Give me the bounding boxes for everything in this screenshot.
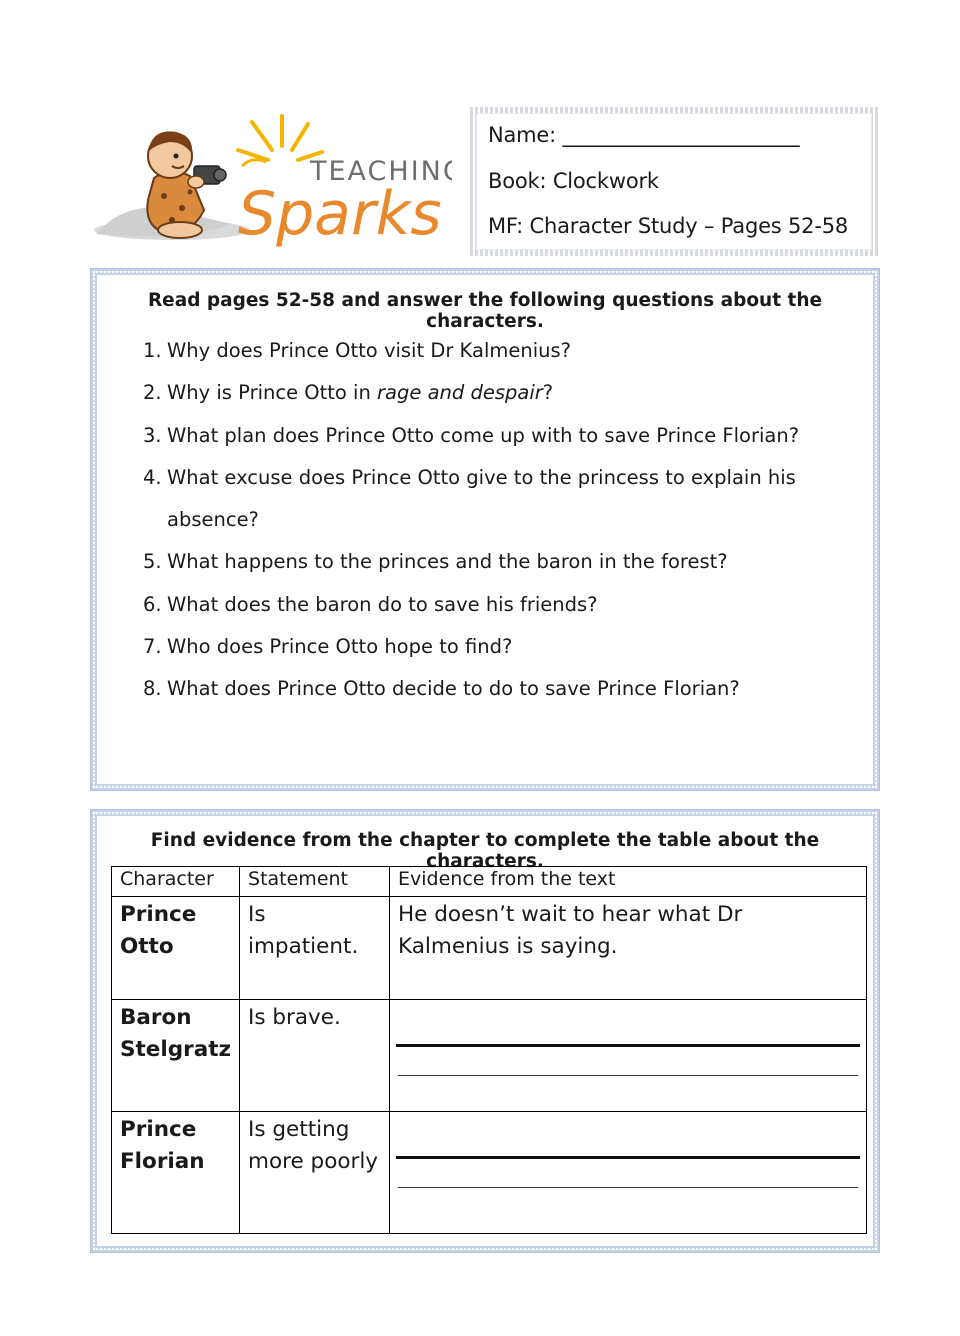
question-text-end: ? xyxy=(542,381,554,405)
question-text: Why is Prince Otto in xyxy=(167,381,378,405)
question-number: 7. xyxy=(143,635,162,659)
evidence-cell: He doesn’t wait to hear what Dr Kalmenius is saying. xyxy=(390,897,867,1000)
question-item xyxy=(137,381,857,423)
character-name-line: Otto xyxy=(120,934,174,959)
question-number: 5. xyxy=(143,550,162,574)
table-row xyxy=(112,897,867,1000)
question-item xyxy=(137,677,857,719)
evidence-heading: Find evidence from the chapter to complete the table about the characters. xyxy=(150,830,820,872)
character-name-line: Baron xyxy=(120,1005,192,1030)
questions-panel xyxy=(91,269,879,790)
answer-line xyxy=(398,1075,858,1076)
question-item xyxy=(137,339,857,381)
column-header-evidence: Evidence from the text xyxy=(390,867,867,897)
character-cell xyxy=(112,1112,240,1234)
evidence-answer-cell[interactable] xyxy=(390,1000,867,1112)
evidence-answer-cell[interactable] xyxy=(390,1112,867,1234)
question-text: Who does Prince Otto hope to find? xyxy=(167,635,513,659)
table-row xyxy=(112,1000,867,1112)
statement-cell: Is impatient. xyxy=(240,897,390,1000)
question-number: 3. xyxy=(143,423,162,447)
svg-text:Sparks: Sparks xyxy=(238,179,442,249)
question-continuation: absence? xyxy=(167,508,259,532)
question-item xyxy=(137,466,857,508)
answer-line xyxy=(396,1044,860,1047)
name-line: Name: _______________________ xyxy=(488,123,800,147)
question-number: 6. xyxy=(143,592,162,616)
question-list xyxy=(137,339,857,720)
answer-line xyxy=(396,1156,860,1159)
character-name-line: Prince xyxy=(120,1117,197,1142)
caveman-mascot-icon xyxy=(92,112,452,252)
answer-line xyxy=(398,1187,858,1188)
statement-cell: Is brave. xyxy=(240,1000,390,1112)
character-cell xyxy=(112,1000,240,1112)
worksheet-title-line: MF: Character Study – Pages 52-58 xyxy=(488,214,849,238)
character-name-line: Prince xyxy=(120,902,197,927)
question-number: 4. xyxy=(143,465,162,489)
statement-cell: Is getting more poorly xyxy=(240,1112,390,1234)
question-text: What does Prince Otto decide to do to save Prince Florian? xyxy=(167,677,740,701)
column-header-character: Character xyxy=(112,867,240,897)
question-text: What excuse does Prince Otto give to the princess to explain his xyxy=(167,465,796,489)
character-name-line: Florian xyxy=(120,1149,205,1174)
evidence-panel xyxy=(91,810,879,1252)
character-cell xyxy=(112,897,240,1000)
question-text: Why does Prince Otto visit Dr Kalmenius? xyxy=(167,339,571,362)
question-text: What happens to the princes and the baron in the forest? xyxy=(167,550,728,574)
column-header-statement: Statement xyxy=(240,867,390,897)
question-item xyxy=(137,635,857,677)
questions-heading: Read pages 52-58 and answer the following questions about the characters. xyxy=(147,290,823,332)
question-number: 1. xyxy=(143,339,162,362)
question-item xyxy=(137,593,857,635)
character-name-line: Stelgratz xyxy=(120,1037,232,1062)
book-line: Book: Clockwork xyxy=(488,169,659,193)
question-number: 8. xyxy=(143,677,162,701)
question-item xyxy=(137,550,857,592)
question-item xyxy=(137,424,857,466)
table-header-row xyxy=(112,867,867,897)
evidence-table xyxy=(111,866,867,1234)
question-text: What plan does Prince Otto come up with to save Prince Florian? xyxy=(167,423,800,447)
table-row xyxy=(112,1112,867,1234)
question-italic-phrase: rage and despair xyxy=(377,381,543,405)
svg-text:TEACHING: TEACHING xyxy=(310,156,452,187)
question-text: What does the baron do to save his friends? xyxy=(167,592,598,616)
student-info-box xyxy=(470,107,878,256)
question-number: 2. xyxy=(143,381,162,405)
teaching-sparks-logo xyxy=(92,112,452,252)
